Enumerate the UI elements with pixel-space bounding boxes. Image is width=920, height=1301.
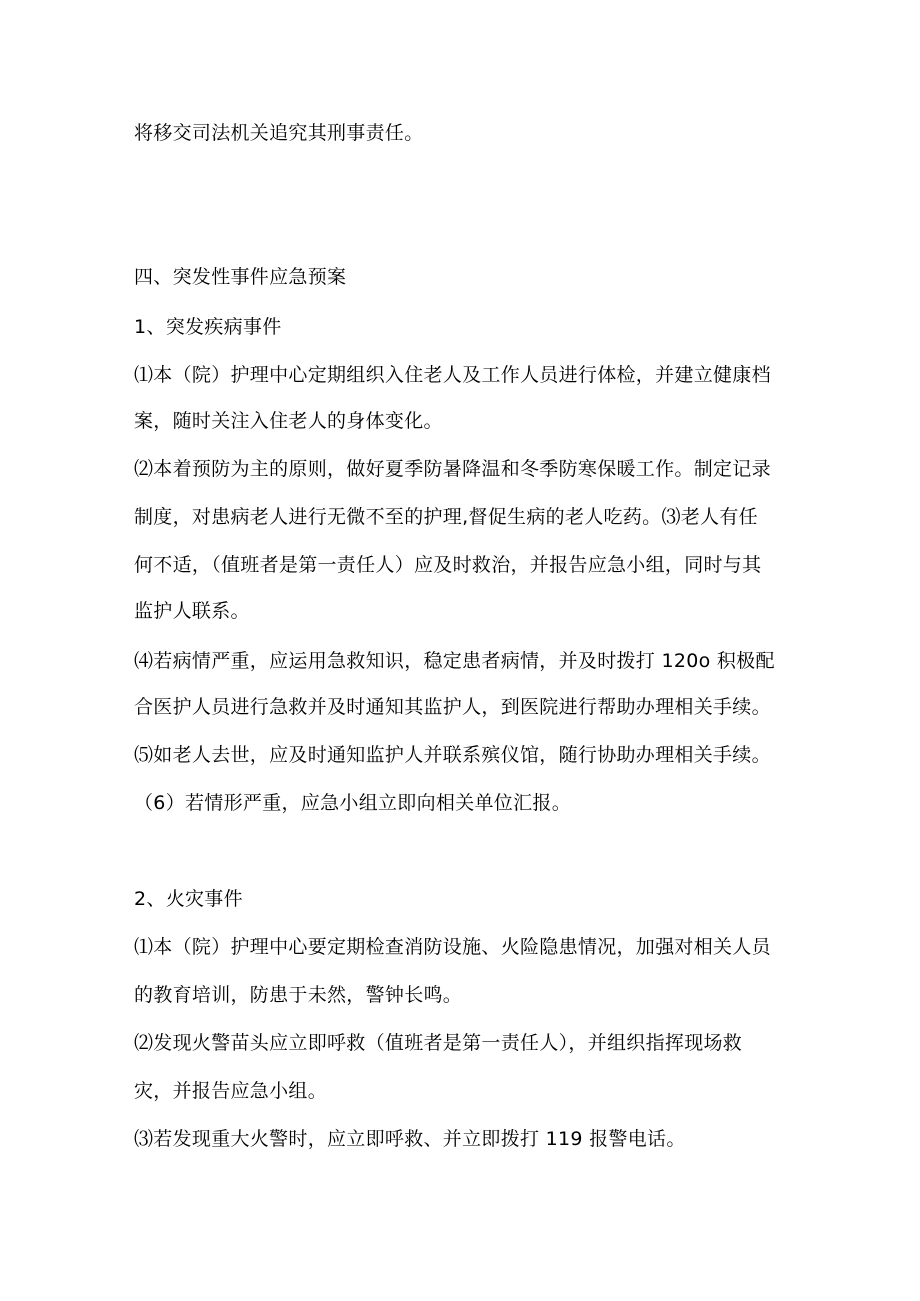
text-line: ⑸如老人去世，应及时通知监护人并联系殡仪馆，随行协助办理相关手续。 [134,744,771,766]
text-line: 监护人联系。 [134,600,250,622]
text-line: ⑷若病情严重，应运用急救知识，稳定患者病情，并及时拨打 120o 积极配 [134,650,775,672]
text-line: 制度，对患病老人进行无微不至的护理,督促生病的老人吃药。⑶老人有任 [134,506,758,528]
text-line: 案，随时关注入住老人的身体变化。 [134,410,443,432]
section-heading: 四、突发性事件应急预案 [134,266,347,288]
text-line: 何不适，（值班者是第一责任人）应及时救治，并报告应急小组，同时与其 [134,554,762,576]
text-line: ⑴本（院）护理中心要定期检查消防设施、火险隐患情况，加强对相关人员 [134,936,771,958]
text-line: ⑶若发现重大火警时，应立即呼救、并立即拨打 119 报警电话。 [134,1128,686,1150]
text-line: 将移交司法机关追究其刑事责任。 [134,122,424,144]
text-line: 的教育培训，防患于未然，警钟长鸣。 [134,984,463,1006]
subsection-heading: 1、突发疾病事件 [134,316,282,338]
text-line: 灾，并报告应急小组。 [134,1080,328,1102]
text-line: 合医护人员进行急救并及时通知其监护人，到医院进行帮助办理相关手续。 [134,696,771,718]
text-line: ⑵本着预防为主的原则，做好夏季防暑降温和冬季防寒保暖工作。制定记录 [134,458,771,480]
subsection-heading: 2、火灾事件 [134,888,243,910]
text-line: ⑴本（院）护理中心定期组织入住老人及工作人员进行体检，并建立健康档 [134,364,771,386]
text-line: ⑵发现火警苗头应立即呼救（值班者是第一责任人），并组织指挥现场救 [134,1032,743,1054]
text-line: （6）若情形严重，应急小组立即向相关单位汇报。 [134,792,571,814]
